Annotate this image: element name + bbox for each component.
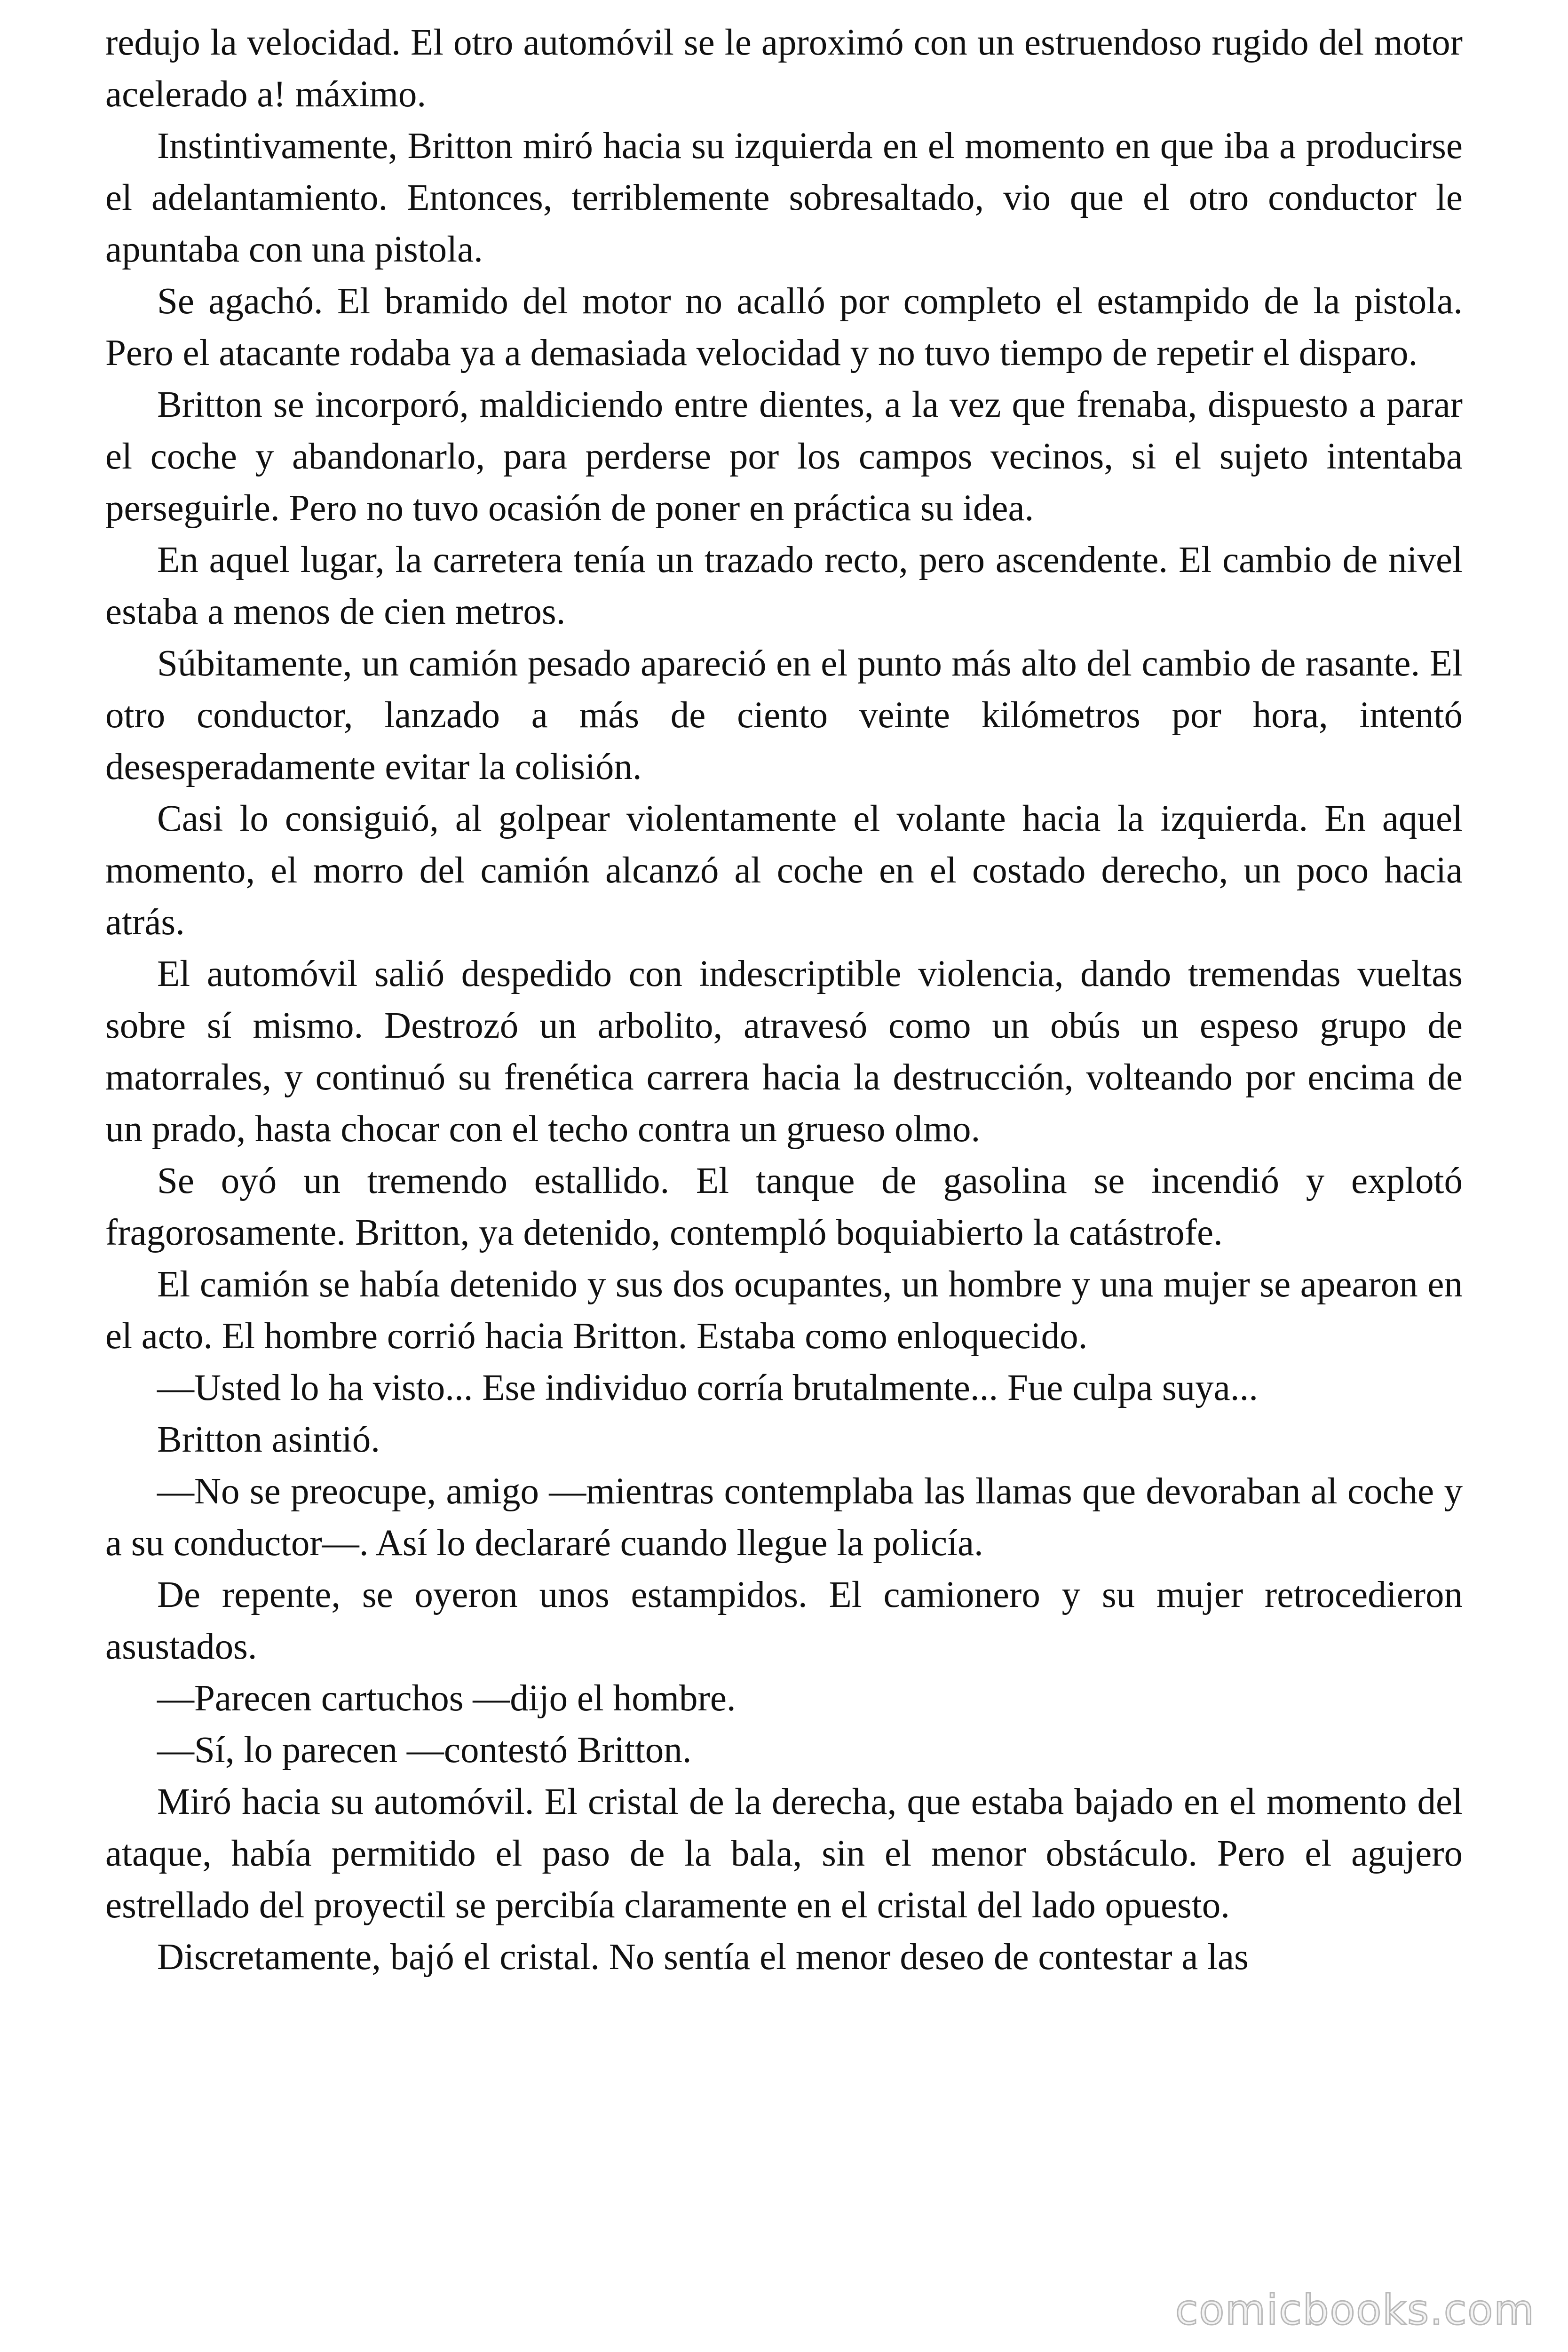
paragraph: El camión se había detenido y sus dos ocupantes, un hombre y una mujer se apearon en el acto. El hombre corrió hacia Britton. Estaba como enloquecido. — [105, 1264, 1463, 1357]
paragraph: Se agachó. El bramido del motor no acalló por completo el estampido de la pistola. Pero el atacante rodaba ya a demasiada velocidad y no tuvo tiempo de repetir el disparo. — [105, 281, 1463, 373]
watermark: comicbooks.com — [1175, 2286, 1535, 2334]
paragraph: Discretamente, bajó el cristal. No sentía el menor deseo de contestar a las — [157, 1937, 1249, 1978]
paragraph: Miró hacia su automóvil. El cristal de la derecha, que estaba bajado en el momento del ataque, había permitido el paso de la bala, sin el menor obstáculo. Pero el agujero estrellado del proyectil se percibía claramente en el cristal del lado opuesto. — [105, 1781, 1463, 1926]
dialogue-line: —Sí, lo parecen —contestó Britton. — [157, 1730, 692, 1771]
paragraph: Instintivamente, Britton miró hacia su izquierda en el momento en que iba a producirse el adelantamiento. Entonces, terriblemente sobresaltado, vio que el otro conductor le apuntaba con una pistola. — [105, 126, 1463, 270]
paragraph: De repente, se oyeron unos estampidos. El camionero y su mujer retrocedieron asustados. — [105, 1574, 1463, 1667]
paragraph: Casi lo consiguió, al golpear violentamente el volante hacia la izquierda. En aquel momento, el morro del camión alcanzó al coche en el costado derecho, un poco hacia atrás. — [105, 798, 1463, 943]
paragraph: Britton se incorporó, maldiciendo entre dientes, a la vez que frenaba, dispuesto a parar el coche y abandonarlo, para perderse por los campos vecinos, si el sujeto intentaba perseguirle. Pero no tuvo ocasión de poner en práctica su idea. — [105, 384, 1463, 529]
document-page — [105, 17, 1463, 2322]
dialogue-line: —Parecen cartuchos —dijo el hombre. — [157, 1678, 736, 1719]
dialogue-line: —No se preocupe, amigo —mientras contemplaba las llamas que devoraban al coche y a su conductor—. Así lo declararé cuando llegue la policía. — [105, 1471, 1463, 1564]
paragraph: El automóvil salió despedido con indescriptible violencia, dando tremendas vueltas sobre sí mismo. Destrozó un arbolito, atravesó como un obús un espeso grupo de matorrales, y continuó su frenética carrera hacia la destrucción, volteando por encima de un prado, hasta chocar con el techo contra un grueso olmo. — [105, 954, 1463, 1150]
paragraph: Britton asintió. — [157, 1419, 380, 1460]
paragraph: redujo la velocidad. El otro automóvil se le aproximó con un estruendoso rugido del motor acelerado a! máximo. — [105, 22, 1463, 115]
paragraph: Súbitamente, un camión pesado apareció en el punto más alto del cambio de rasante. El otro conductor, lanzado a más de ciento veinte kilómetros por hora, intentó desesperadamente evitar la colisión. — [105, 643, 1463, 787]
paragraph: En aquel lugar, la carretera tenía un trazado recto, pero ascendente. El cambio de nivel estaba a menos de cien metros. — [105, 540, 1463, 632]
paragraph: Se oyó un tremendo estallido. El tanque de gasolina se incendió y explotó fragorosamente. Britton, ya detenido, contempló boquiabierto la catástrofe. — [105, 1160, 1463, 1253]
dialogue-line: —Usted lo ha visto... Ese individuo corría brutalmente... Fue culpa suya... — [157, 1367, 1258, 1408]
